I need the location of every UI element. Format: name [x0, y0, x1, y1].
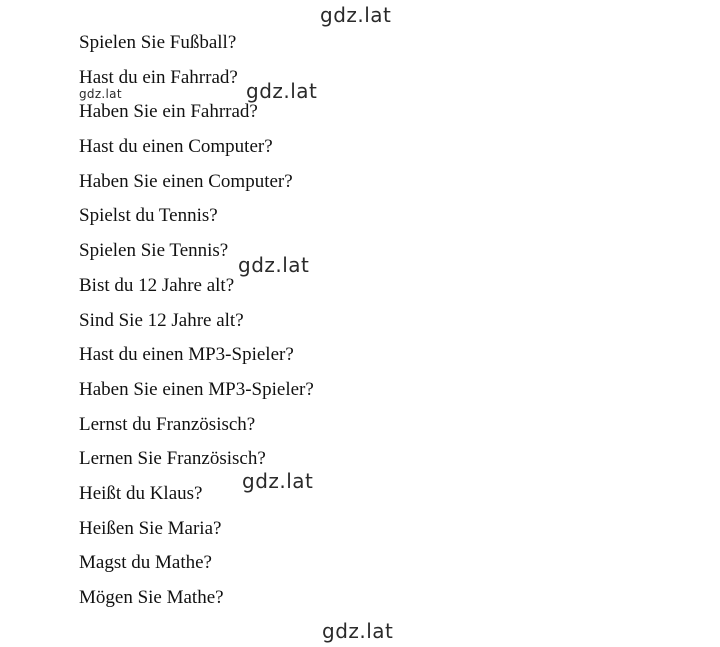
question-line: Magst du Mathe? [79, 552, 212, 574]
watermark-small: gdz.lat [79, 87, 122, 101]
question-line: Heißt du Klaus? [79, 482, 203, 504]
watermark-middle: gdz.lat [238, 253, 310, 277]
watermark-bottom: gdz.lat [322, 619, 394, 643]
question-line: Spielen Sie Fußball? [79, 32, 237, 53]
question-line: Haben Sie einen Computer? [79, 170, 293, 192]
question-list [79, 31, 314, 621]
question-line: Haben Sie ein Fahrrad? [79, 101, 258, 123]
watermark-lower-mid: gdz.lat [242, 469, 314, 493]
question-line: Spielen Sie Tennis? [79, 240, 229, 262]
question-line: Hast du einen Computer? [79, 136, 273, 158]
question-line: Bist du 12 Jahre alt? [79, 274, 235, 296]
question-line: Sind Sie 12 Jahre alt? [79, 309, 244, 331]
question-line: Haben Sie einen MP3-Spieler? [79, 378, 314, 400]
question-line: Lernst du Französisch? [79, 413, 256, 435]
watermark-top: gdz.lat [320, 3, 392, 27]
question-line: Lernen Sie Französisch? [79, 448, 266, 470]
question-line: Spielst du Tennis? [79, 205, 218, 227]
watermark-upper-mid: gdz.lat [246, 79, 318, 103]
question-line: Mögen Sie Mathe? [79, 587, 224, 608]
question-line: Hast du ein Fahrrad? [79, 66, 238, 88]
question-line: Heißen Sie Maria? [79, 517, 222, 539]
question-line: Hast du einen MP3-Spieler? [79, 344, 294, 366]
